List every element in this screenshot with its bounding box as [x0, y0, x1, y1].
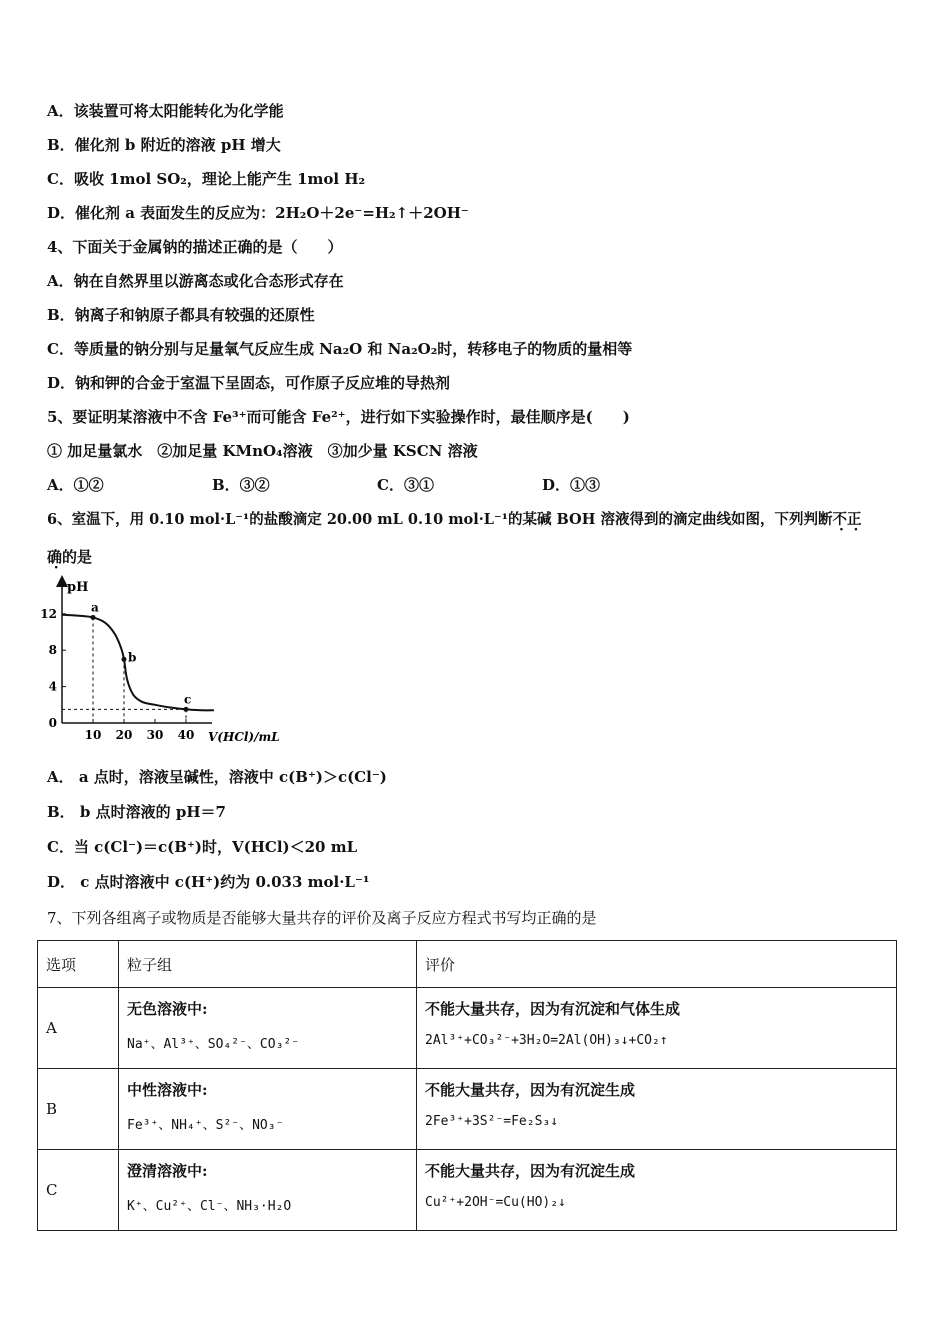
y-tick-label: 8: [48, 643, 57, 658]
row-equation: Cu²⁺+2OH⁻=Cu(HO)₂↓: [425, 1195, 566, 1210]
row-condition: 澄清溶液中:: [127, 1162, 208, 1180]
y-tick-label: 4: [48, 679, 57, 694]
row-option: C: [38, 1150, 119, 1231]
x-axis-label: V(HCl)/mL: [208, 730, 280, 744]
point-label-c: c: [184, 692, 192, 707]
q5-option-b: B．③②: [212, 476, 270, 494]
header-evaluation: 评价: [417, 941, 897, 988]
q6-stem-line1: [47, 510, 861, 530]
q6-stem-text: 6、室温下，用 0.10 mol·L⁻¹的盐酸滴定 20.00 mL 0.10 mol·L⁻¹的某碱 BOH 溶液得到的滴定曲线如图，下列判断: [47, 511, 833, 528]
row-option: A: [38, 988, 119, 1069]
table-row: [38, 1069, 897, 1150]
q4-option-d: D．钠和钾的合金于室温下呈固态，可作原子反应堆的导热剂: [47, 374, 451, 392]
table-row: [38, 988, 897, 1069]
row-option: B: [38, 1069, 119, 1150]
row-equation: 2Fe³⁺+3S²⁻=Fe₂S₃↓: [425, 1114, 559, 1129]
row-eval-text: 不能大量共存，因为有沉淀和气体生成: [425, 1000, 681, 1018]
q6-emphasis-3: 确: [47, 548, 63, 566]
row-eval-text: 不能大量共存，因为有沉淀生成: [425, 1081, 636, 1099]
header-particles: 粒子组: [119, 941, 417, 988]
q5-option-c: C．③①: [377, 476, 434, 494]
row-ions: Na⁺、Al³⁺、SO₄²⁻、CO₃²⁻: [127, 1037, 300, 1052]
x-tick-label: 40: [177, 728, 195, 742]
ion-table: [37, 940, 897, 1231]
titration-chart: [40, 575, 280, 745]
q6-stem-end: 的是: [62, 548, 93, 566]
q6-option-c: C．当 c(Cl⁻)＝c(B⁺)时，V(HCl)＜20 mL: [47, 838, 358, 856]
x-tick-label: 10: [84, 728, 102, 742]
point-b: [122, 657, 127, 662]
q6-option-b: B． b 点时溶液的 pH＝7: [47, 803, 226, 821]
row-evaluation: [417, 1150, 897, 1231]
row-condition: 中性溶液中:: [127, 1081, 208, 1099]
q3-option-d: D．催化剂 a 表面发生的反应为：2H₂O＋2e⁻=H₂↑＋2OH⁻: [47, 204, 469, 222]
y-axis-label: pH: [67, 580, 89, 595]
row-ions: Fe³⁺、NH₄⁺、S²⁻、NO₃⁻: [127, 1118, 284, 1133]
row-ions: K⁺、Cu²⁺、Cl⁻、NH₃·H₂O: [127, 1199, 292, 1214]
point-a: [91, 615, 96, 620]
q3-option-b: B．催化剂 b 附近的溶液 pH 增大: [47, 136, 281, 154]
q4-option-b: B．钠离子和钠原子都具有较强的还原性: [47, 306, 315, 324]
q5-option-d: D．①③: [542, 476, 601, 494]
row-condition: 无色溶液中:: [127, 1000, 208, 1018]
q7-stem: 7、下列各组离子或物质是否能够大量共存的评价及离子反应方程式书写均正确的是: [47, 909, 597, 927]
row-particles: [119, 1069, 417, 1150]
q6-emphasis-1: 不: [832, 511, 847, 528]
header-option: 选项: [38, 941, 119, 988]
q5-stem: 5、要证明某溶液中不含 Fe³⁺而可能含 Fe²⁺，进行如下实验操作时，最佳顺序是( ): [47, 408, 630, 426]
q6-stem-line2: [47, 547, 92, 567]
table-row: [38, 1150, 897, 1231]
q6-option-a: A． a 点时，溶液呈碱性，溶液中 c(B⁺)＞c(Cl⁻): [47, 768, 387, 786]
row-eval-text: 不能大量共存，因为有沉淀生成: [425, 1162, 636, 1180]
point-label-a: a: [91, 600, 99, 615]
x-tick-label: 20: [115, 728, 133, 742]
x-tick-label: 30: [146, 728, 164, 742]
q5-operations: ① 加足量氯水 ②加足量 KMnO₄溶液 ③加少量 KSCN 溶液: [47, 442, 478, 460]
y-tick-label: 12: [40, 606, 57, 621]
table-header: [38, 941, 897, 988]
q3-option-a: A．该装置可将太阳能转化为化学能: [47, 102, 284, 120]
q5-option-a: A．①②: [47, 476, 104, 494]
row-particles: [119, 1150, 417, 1231]
q4-option-c: C．等质量的钠分别与足量氧气反应生成 Na₂O 和 Na₂O₂时，转移电子的物质的量相等: [47, 340, 633, 358]
q4-option-a: A．钠在自然界里以游离态或化合态形式存在: [47, 272, 344, 290]
q3-option-c: C．吸收 1mol SO₂，理论上能产生 1mol H₂: [47, 170, 366, 188]
point-c: [184, 707, 189, 712]
q6-option-d: D． c 点时溶液中 c(H⁺)约为 0.033 mol·L⁻¹: [47, 873, 370, 891]
y-tick-label: 0: [48, 716, 57, 730]
row-particles: [119, 988, 417, 1069]
q6-emphasis-2: 正: [846, 511, 862, 528]
row-evaluation: [417, 988, 897, 1069]
q4-stem: 4、下面关于金属钠的描述正确的是（ ）: [47, 238, 343, 256]
row-evaluation: [417, 1069, 897, 1150]
point-label-b: b: [128, 650, 137, 665]
row-equation: 2Al³⁺+CO₃²⁻+3H₂O=2Al(OH)₃↓+CO₂↑: [425, 1033, 668, 1048]
